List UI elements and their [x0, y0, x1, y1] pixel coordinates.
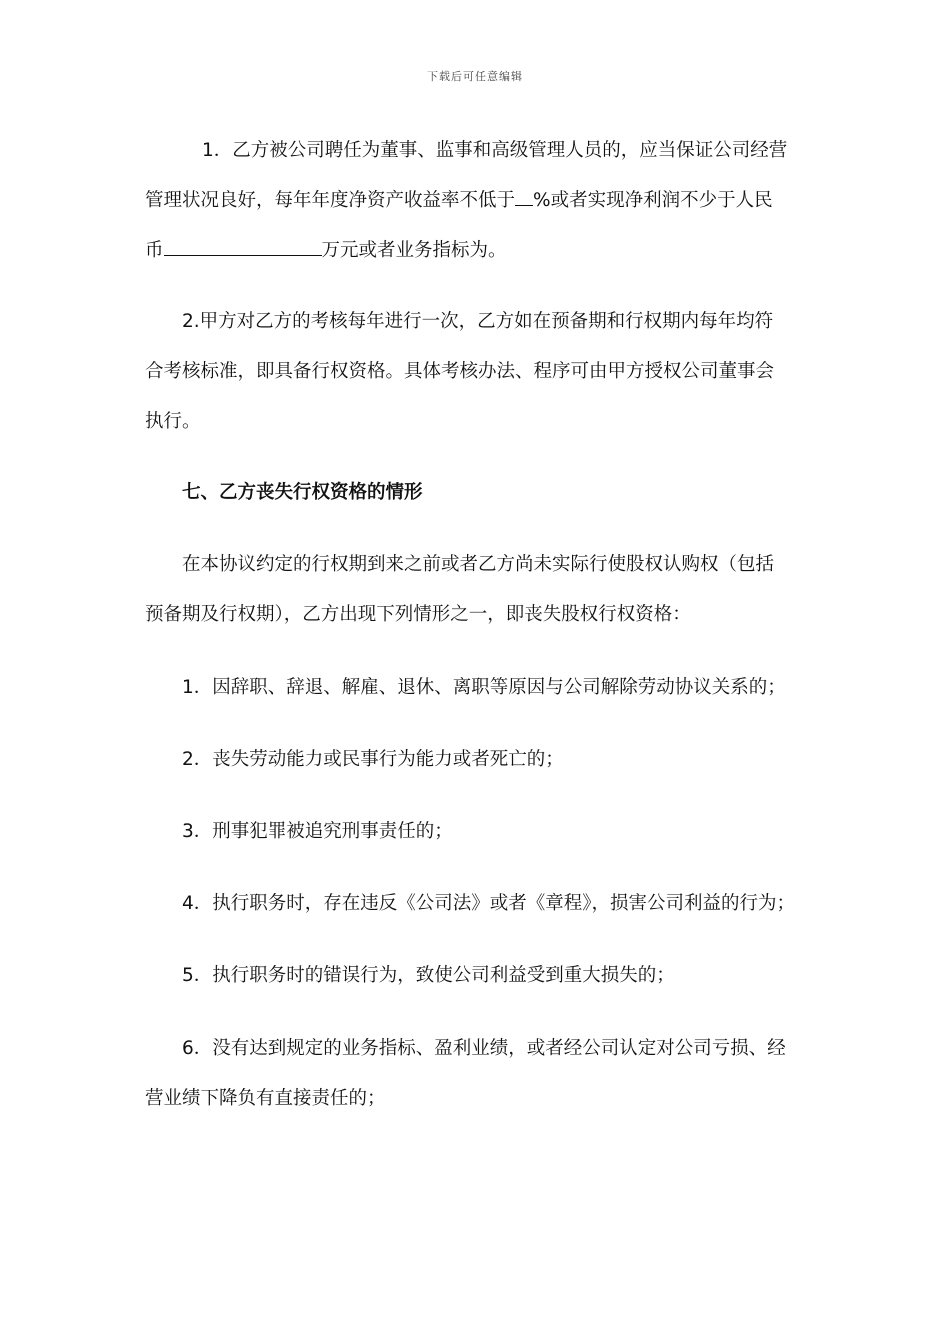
- page-header-note: 下载后可任意编辑: [427, 70, 523, 83]
- paragraph-2-line-3: 执行。: [145, 411, 201, 432]
- paragraph-3-line-1: 在本协议约定的行权期到来之前或者乙方尚未实际行使股权认购权（包括: [182, 554, 775, 575]
- list-item-4: 4．执行职务时，存在违反《公司法》或者《章程》，损害公司利益的行为；: [182, 893, 796, 914]
- paragraph-1-line-2: [145, 176, 817, 226]
- amount-blank: [164, 235, 322, 256]
- list-item-3: 3．刑事犯罪被追究刑事责任的；: [182, 821, 453, 842]
- list-item-5: 5．执行职务时的错误行为，致使公司利益受到重大损失的；: [182, 965, 675, 986]
- paragraph-1-line-2-text-a: 管理状况良好，每年年度净资产收益率不低于: [145, 190, 516, 211]
- paragraph-2: [145, 297, 817, 447]
- paragraph-3: [145, 540, 817, 640]
- list-item-6-line-1: 6．没有达到规定的业务指标、盈利业绩，或者经公司认定对公司亏损、经: [182, 1038, 786, 1059]
- paragraph-3-line-2: 预备期及行权期），乙方出现下列情形之一，即丧失股权行权资格：: [145, 604, 691, 625]
- percentage-blank: [515, 185, 533, 206]
- section-heading-7: 七、乙方丧失行权资格的情形: [182, 482, 423, 503]
- paragraph-1-line-2-text-b: %或者实现净利润不少于人民: [533, 190, 773, 211]
- paragraph-1-line-3-text-b: 万元或者业务指标为。: [321, 240, 507, 261]
- list-item-1: 1．因辞职、辞退、解雇、退休、离职等原因与公司解除劳动协议关系的；: [182, 677, 786, 698]
- list-item-6-line-2: 营业绩下降负有直接责任的；: [145, 1088, 386, 1109]
- paragraph-1: [145, 126, 817, 276]
- paragraph-1-line-1: 1．乙方被公司聘任为董事、监事和高级管理人员的，应当保证公司经营: [202, 140, 788, 161]
- paragraph-2-line-1: 2.甲方对乙方的考核每年进行一次，乙方如在预备期和行权期内每年均符: [182, 311, 774, 332]
- list-item-2: 2．丧失劳动能力或民事行为能力或者死亡的；: [182, 749, 564, 770]
- paragraph-1-line-3: [145, 226, 817, 276]
- paragraph-1-line-3-text-a: 币: [145, 240, 164, 261]
- paragraph-2-line-2: 合考核标准，即具备行权资格。具体考核办法、程序可由甲方授权公司董事会: [145, 361, 775, 382]
- list-item-6: [145, 1024, 817, 1124]
